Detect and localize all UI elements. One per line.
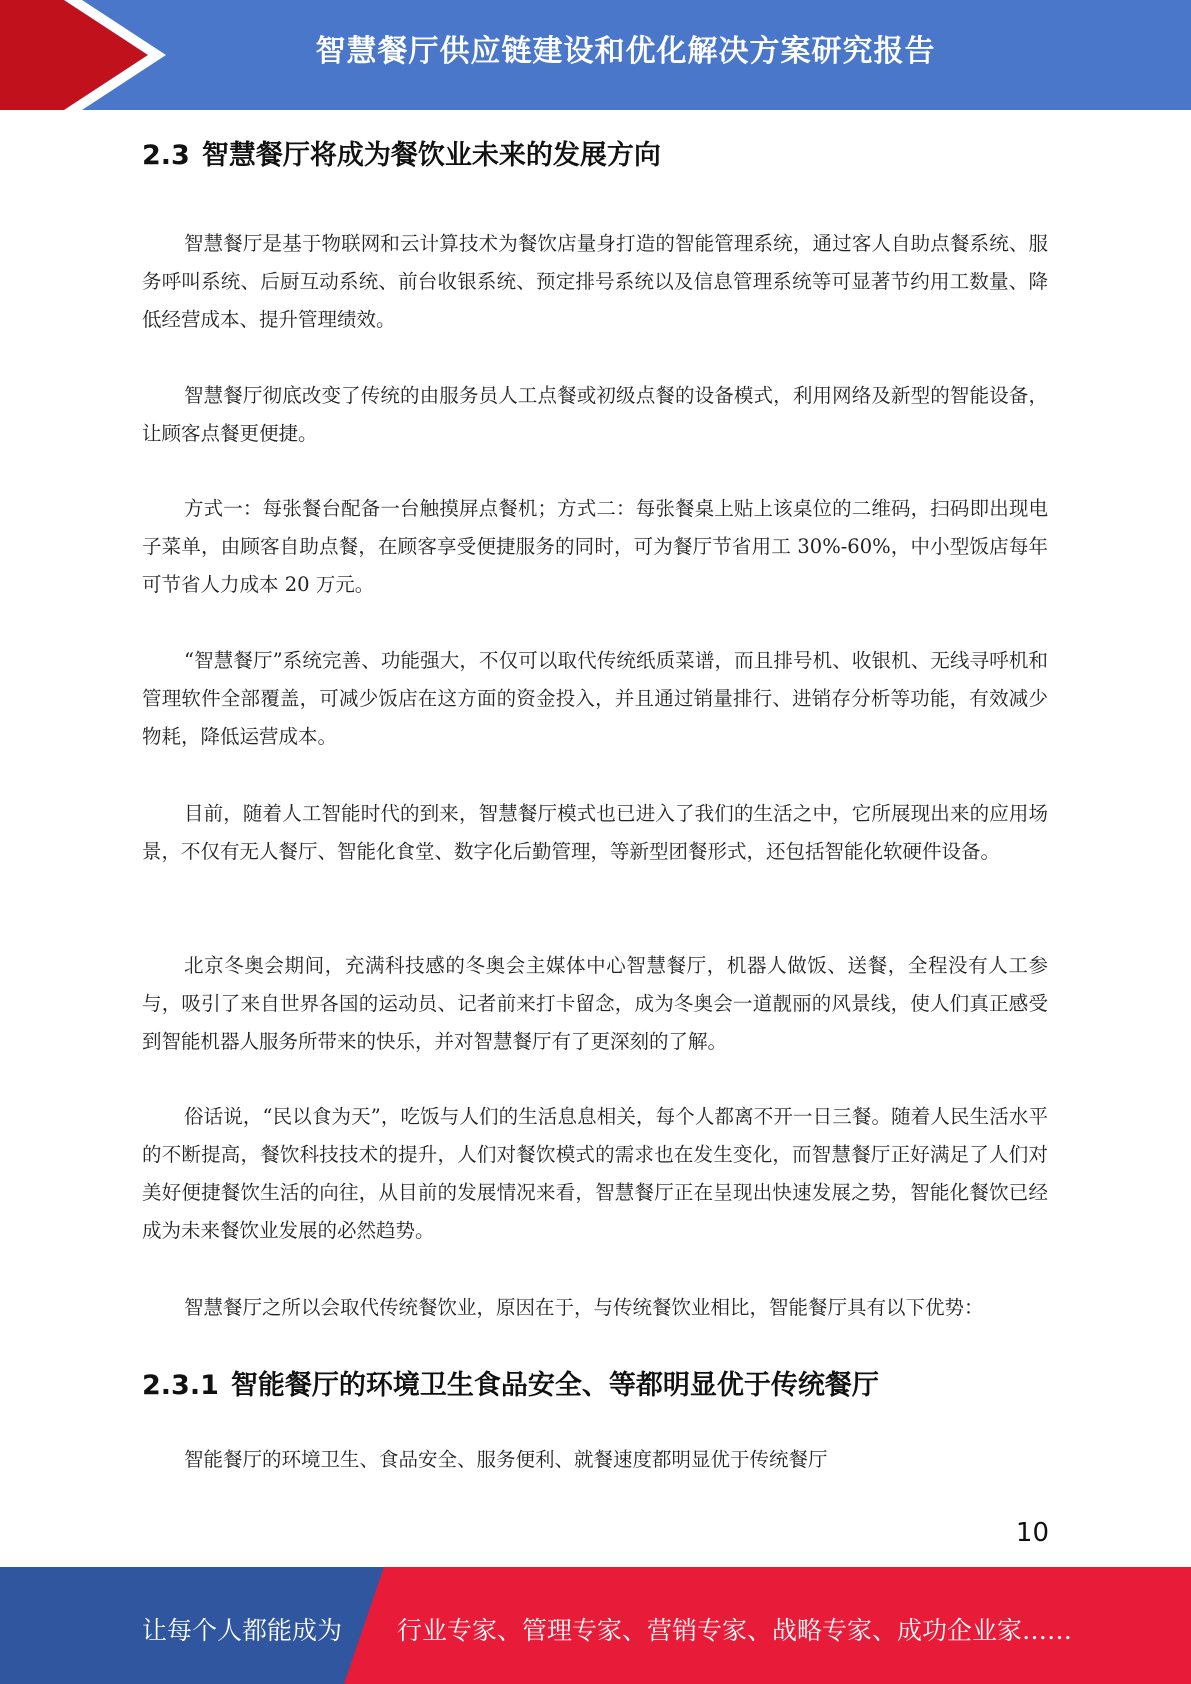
page-footer: [0, 1567, 1191, 1684]
section-number: 2.3: [142, 140, 190, 171]
subsection-number: 2.3.1: [142, 1370, 219, 1401]
page-number: 10: [1015, 1518, 1049, 1548]
footer-slogan-left: 让每个人都能成为: [142, 1616, 343, 1645]
paragraph-8: 智慧餐厅之所以会取代传统餐饮业，原因在于，与传统餐饮业相比，智能餐厅具有以下优势：: [184, 1296, 984, 1319]
paragraph-3: 方式一：每张餐台配备一台触摸屏点餐机；方式二：每张餐桌上贴上该桌位的二维码，扫码即出现电子菜单，由顾客自助点餐，在顾客享受便捷服务的同时，可为餐厅节省用工 30%-60%，中小型饭店每年可节省人力成本 20 万元。: [142, 497, 1048, 596]
subsection-title: 智能餐厅的环境卫生食品安全、等都明显优于传统餐厅: [230, 1370, 879, 1401]
paragraph-4: “智慧餐厅”系统完善、功能强大，不仅可以取代传统纸质菜谱，而且排号机、收银机、无线寻呼机和管理软件全部覆盖，可减少饭店在这方面的资金投入，并且通过销量排行、进销存分析等功能，有效减少物耗，降低运营成本。: [142, 649, 1048, 748]
footer-slogan-right: 行业专家、管理专家、营销专家、战略专家、成功企业家……: [397, 1616, 1073, 1645]
paragraph-1: 智慧餐厅是基于物联网和云计算技术为餐饮店量身打造的智能管理系统，通过客人自助点餐系统、服务呼叫系统、后厨互动系统、前台收银系统、预定排号系统以及信息管理系统等可显著节约用工数量、降低经营成本、提升管理绩效。: [142, 232, 1048, 331]
paragraph-6: 北京冬奥会期间，充满科技感的冬奥会主媒体中心智慧餐厅，机器人做饭、送餐，全程没有人工参与，吸引了来自世界各国的运动员、记者前来打卡留念，成为冬奥会一道靓丽的风景线，使人们真正感受到智能机器人服务所带来的快乐，并对智慧餐厅有了更深刻的了解。: [142, 954, 1048, 1053]
paragraph-5: 目前，随着人工智能时代的到来，智慧餐厅模式也已进入了我们的生活之中，它所展现出来的应用场景，不仅有无人餐厅、智能化食堂、数字化后勤管理，等新型团餐形式，还包括智能化软硬件设备。: [142, 802, 1048, 863]
section-title: 智慧餐厅将成为餐饮业未来的发展方向: [201, 140, 661, 171]
subsection-heading: [142, 1363, 879, 1402]
section-heading: [142, 133, 661, 172]
report-title: 智慧餐厅供应链建设和优化解决方案研究报告: [315, 34, 936, 69]
paragraph-2: 智慧餐厅彻底改变了传统的由服务员人工点餐或初级点餐的设备模式，利用网络及新型的智能设备，让顾客点餐更便捷。: [142, 384, 1048, 445]
subsection-paragraph: 智能餐厅的环境卫生、食品安全、服务便利、就餐速度都明显优于传统餐厅: [184, 1448, 828, 1471]
page-header: [0, 0, 1191, 110]
paragraph-7: 俗话说，“民以食为天”，吃饭与人们的生活息息相关，每个人都离不开一日三餐。随着人民生活水平的不断提高，餐饮科技技术的提升，人们对餐饮模式的需求也在发生变化，而智慧餐厅正好满足了人们对美好便捷餐饮生活的向往，从目前的发展情况来看，智慧餐厅正在呈现出快速发展之势，智能化餐饮已经成为未来餐饮业发展的必然趋势。: [142, 1105, 1048, 1242]
